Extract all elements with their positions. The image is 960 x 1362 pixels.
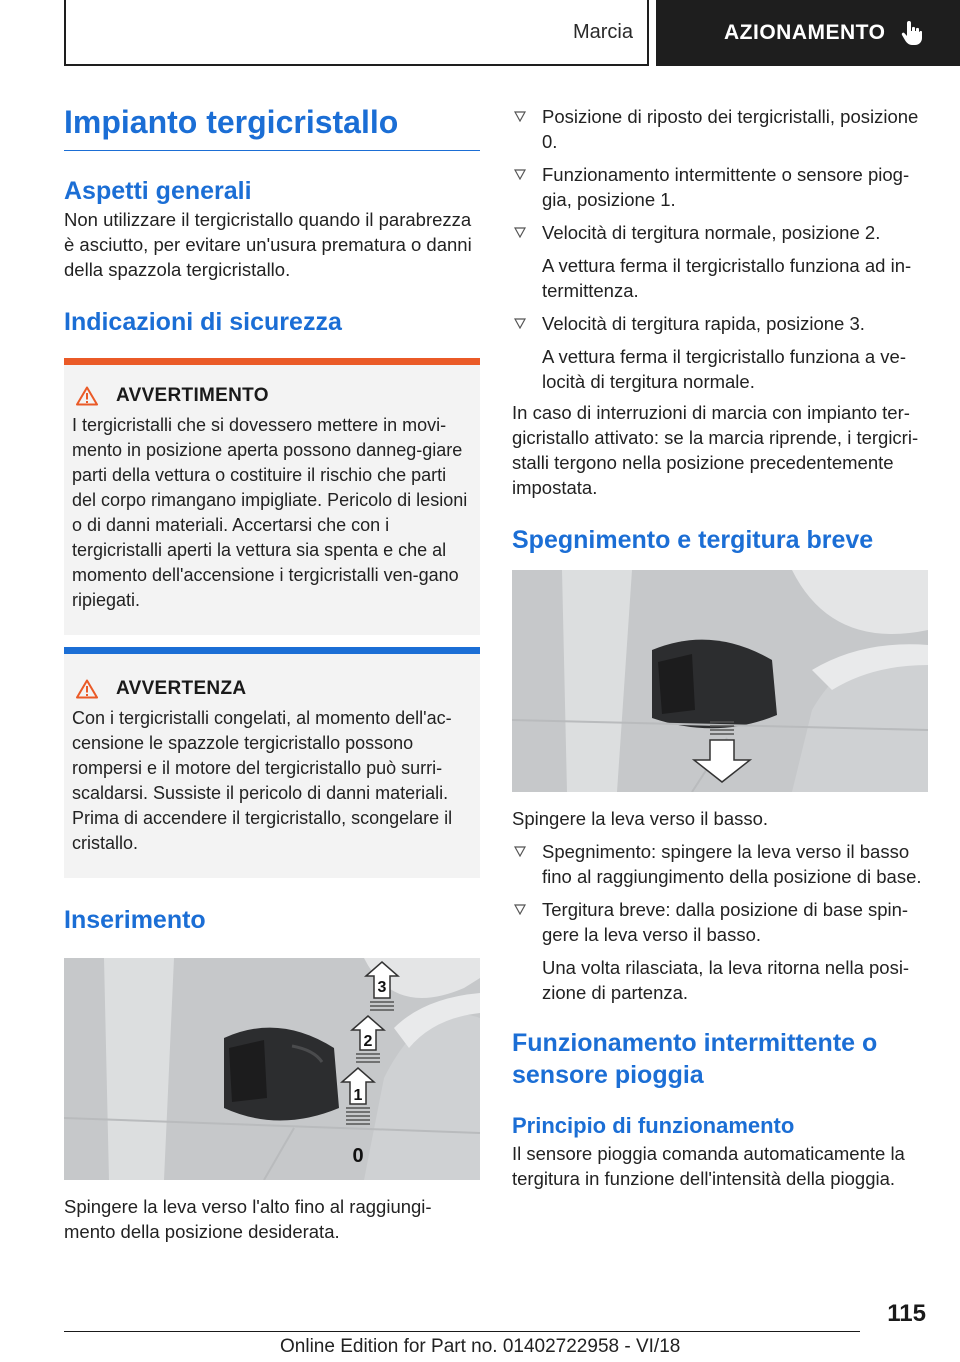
list-item: Velocità di tergitura normale, posizione 2. A vettura ferma il tergicristallo funziona ad in-termittenza. [512, 220, 928, 303]
warning-box [64, 358, 480, 635]
notice-title [72, 678, 472, 700]
off-heading: Spegnimento e tergitura breve [512, 526, 874, 554]
left-column [64, 100, 480, 1244]
footer-divider [64, 1331, 860, 1332]
page-number: 115 [887, 1300, 926, 1327]
interruption-text: In caso di interruzioni di marcia con impianto ter-gicristallo attivato: se la marcia riprende, i tergicri-stalli tergono nella posizione precedentemente impostata. [512, 402, 919, 498]
warning-triangle-icon [76, 386, 98, 406]
chapter-tab [656, 0, 960, 66]
hand-pointer-icon [901, 20, 923, 46]
section-tab [64, 0, 649, 66]
general-heading: Aspetti generali [64, 177, 252, 205]
list-item: Funzionamento intermittente o sensore piog-gia, posizione 1. [512, 162, 928, 212]
page-title: Impianto tergicristallo [64, 100, 480, 151]
list-item: Velocità di tergitura rapida, posizione 3. A vettura ferma il tergicristallo funziona a ve-locità di tergitura normale. [512, 311, 928, 394]
warning-text: I tergicristalli che si dovessero mettere in movi-mento in posizione aperta possono danneg-giare parti della vettura o costituire il rischio che parti del corpo rimangano impigliate. Pericolo di lesioni o di danni materiali. Accertarsi che con i tergicristalli aperti la vettura sia spenta e che al momento dell'accensione i tergicristalli ven-gano ripiegati. [72, 415, 468, 610]
principle-subheading: Principio di funzionamento [512, 1113, 795, 1138]
wiper-lever-down-image [512, 570, 928, 792]
safety-heading: Indicazioni di sicurezza [64, 308, 342, 336]
insert-caption: Spingere la leva verso l'alto fino al raggiungi-mento della posizione desiderata. [64, 1196, 432, 1242]
section-label: Marcia [572, 20, 633, 43]
warning-label: AVVERTIMENTO [116, 385, 269, 406]
triangle-bullet-icon [514, 226, 526, 238]
triangle-bullet-icon [514, 317, 526, 329]
notice-text: Con i tergicristalli congelati, al momento dell'ac-censione le spazzole tergicristallo possono rompersi e il motore del tergicristallo può surri-scaldarsi. Sussiste il pericolo di danni materiali. Prima di accendere il tergicristallo, scongelare il cristallo. [72, 708, 453, 853]
principle-text: Il sensore pioggia comanda automaticamente la tergitura in funzione dell'intensità della pioggia. [512, 1143, 905, 1189]
triangle-bullet-icon [514, 903, 526, 915]
warning-title [72, 385, 472, 407]
right-column [512, 100, 928, 1191]
edition-info: Online Edition for Part no. 01402722958 - VI/18 [280, 1336, 681, 1357]
chapter-label: AZIONAMENTO [724, 21, 886, 44]
intermittent-heading: Funzionamento intermittente o sensore pioggia [512, 1029, 878, 1089]
insert-heading: Inserimento [64, 906, 206, 934]
position-label-3: 3 [377, 979, 387, 996]
general-text: Non utilizzare il tergicristallo quando il parabrezza è asciutto, per evitare un'usura prematura o danni della spazzola tergicristallo. [64, 209, 472, 280]
list-item: Spegnimento: spingere la leva verso il basso fino al raggiungimento della posizione di base. [512, 839, 928, 889]
list-item: Posizione di riposto dei tergicristalli, posizione 0. [512, 104, 928, 154]
notice-box [64, 647, 480, 878]
warning-triangle-icon [76, 679, 98, 699]
off-list [512, 839, 928, 1005]
position-label-1: 1 [353, 1087, 363, 1104]
notice-label: AVVERTENZA [116, 678, 247, 699]
position-label-2: 2 [363, 1033, 373, 1050]
wiper-lever-up-image [64, 958, 480, 1180]
position-list [512, 104, 928, 394]
position-label-0: 0 [352, 1145, 364, 1167]
triangle-bullet-icon [514, 168, 526, 180]
triangle-bullet-icon [514, 110, 526, 122]
triangle-bullet-icon [514, 845, 526, 857]
list-item: Tergitura breve: dalla posizione di base spin-gere la leva verso il basso. Una volta rilasciata, la leva ritorna nella posi-zione di partenza. [512, 897, 928, 1005]
page-header [64, 0, 960, 66]
off-caption: Spingere la leva verso il basso. [512, 808, 769, 829]
